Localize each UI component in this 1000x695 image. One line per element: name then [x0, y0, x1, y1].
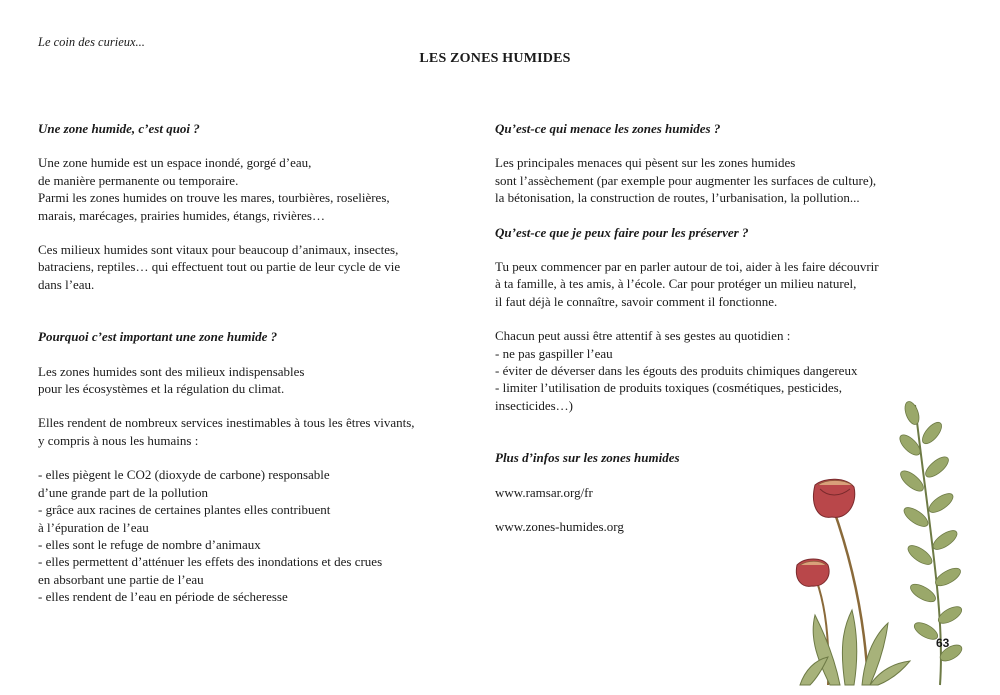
- list-item: - éviter de déverser dans les égouts des produits chimiques dangereux: [495, 363, 858, 379]
- paragraph-threats: [495, 154, 935, 206]
- heading-why-important: Pourquoi c’est important une zone humide ?: [38, 329, 278, 345]
- small-flower-icon: [796, 559, 829, 586]
- list-item: d’une grande part de la pollution: [38, 484, 209, 500]
- text-line: à ta famille, à tes amis, à l’école. Car pour protéger un milieu naturel,: [495, 276, 857, 292]
- text-line: y compris à nous les humains :: [38, 432, 199, 448]
- services-list: [38, 466, 468, 605]
- list-item: - elles rendent de l’eau en période de sécheresse: [38, 589, 288, 605]
- pitcher-plant-illustration: [770, 385, 1000, 695]
- large-flower-icon: [814, 479, 855, 517]
- text-line: Tu peux commencer par en parler autour de toi, aider à les faire découvrir: [495, 259, 879, 275]
- paragraph-indispensable: [38, 363, 468, 398]
- fern-frond-icon: [897, 400, 965, 685]
- list-item: - grâce aux racines de certaines plantes elles contribuent: [38, 502, 331, 518]
- list-item: en absorbant une partie de l’eau: [38, 571, 204, 587]
- paragraph-services: [38, 414, 468, 449]
- list-item: - elles piègent le CO2 (dioxyde de carbone) responsable: [38, 467, 330, 483]
- paragraph-vital-habitats: [38, 241, 468, 293]
- page-number: 63: [936, 636, 950, 650]
- list-item: - limiter l’utilisation de produits toxiques (cosmétiques, pesticides,: [495, 380, 842, 396]
- paragraph-talk-about-it: [495, 258, 935, 310]
- paragraph-definition: [38, 154, 468, 224]
- text-line: Une zone humide est un espace inondé, gorgé d’eau,: [38, 155, 312, 171]
- text-line: dans l’eau.: [38, 276, 95, 292]
- text-line: Ces milieux humides sont vitaux pour beaucoup d’animaux, insectes,: [38, 242, 399, 258]
- list-item: - elles sont le refuge de nombre d’animaux: [38, 536, 261, 552]
- heading-what-can-i-do: Qu’est-ce que je peux faire pour les préserver ?: [495, 224, 749, 240]
- list-item: à l’épuration de l’eau: [38, 519, 149, 535]
- left-column: [38, 120, 468, 606]
- pitcher-leaves-icon: [800, 610, 910, 685]
- text-line: Elles rendent de nombreux services inestimables à tous les êtres vivants,: [38, 415, 415, 431]
- list-item: - ne pas gaspiller l’eau: [495, 345, 613, 361]
- text-line: marais, marécages, prairies humides, étangs, rivières…: [38, 207, 325, 223]
- list-item: insecticides…): [495, 397, 573, 413]
- section-kicker: Le coin des curieux...: [38, 35, 145, 49]
- heading-threats: Qu’est-ce qui menace les zones humides ?: [495, 121, 721, 136]
- text-line: pour les écosystèmes et la régulation du climat.: [38, 381, 285, 397]
- text-line: Parmi les zones humides on trouve les mares, tourbières, roselières,: [38, 190, 390, 206]
- text-line: Les zones humides sont des milieux indispensables: [38, 363, 305, 379]
- list-item: - elles permettent d’atténuer les effets des inondations et des crues: [38, 554, 383, 570]
- text-line: la bétonisation, la construction de routes, l’urbanisation, la pollution...: [495, 190, 860, 206]
- text-line: batraciens, reptiles… qui effectuent tout ou partie de leur cycle de vie: [38, 259, 401, 275]
- text-line: sont l’assèchement (par exemple pour augmenter les surfaces de culture),: [495, 172, 877, 188]
- text-line: Les principales menaces qui pèsent sur les zones humides: [495, 155, 796, 171]
- text-line: de manière permanente ou temporaire.: [38, 172, 239, 188]
- heading-what-is-wetland: Une zone humide, c’est quoi ?: [38, 121, 200, 136]
- link-ramsar[interactable]: www.ramsar.org/fr: [495, 484, 593, 500]
- heading-more-info: Plus d’infos sur les zones humides: [495, 450, 680, 466]
- link-zones-humides[interactable]: www.zones-humides.org: [495, 519, 624, 535]
- text-line: il faut déjà le connaître, savoir comment il fonctionne.: [495, 293, 778, 309]
- text-line: Chacun peut aussi être attentif à ses gestes au quotidien :: [495, 328, 791, 344]
- page-title: LES ZONES HUMIDES: [419, 51, 571, 66]
